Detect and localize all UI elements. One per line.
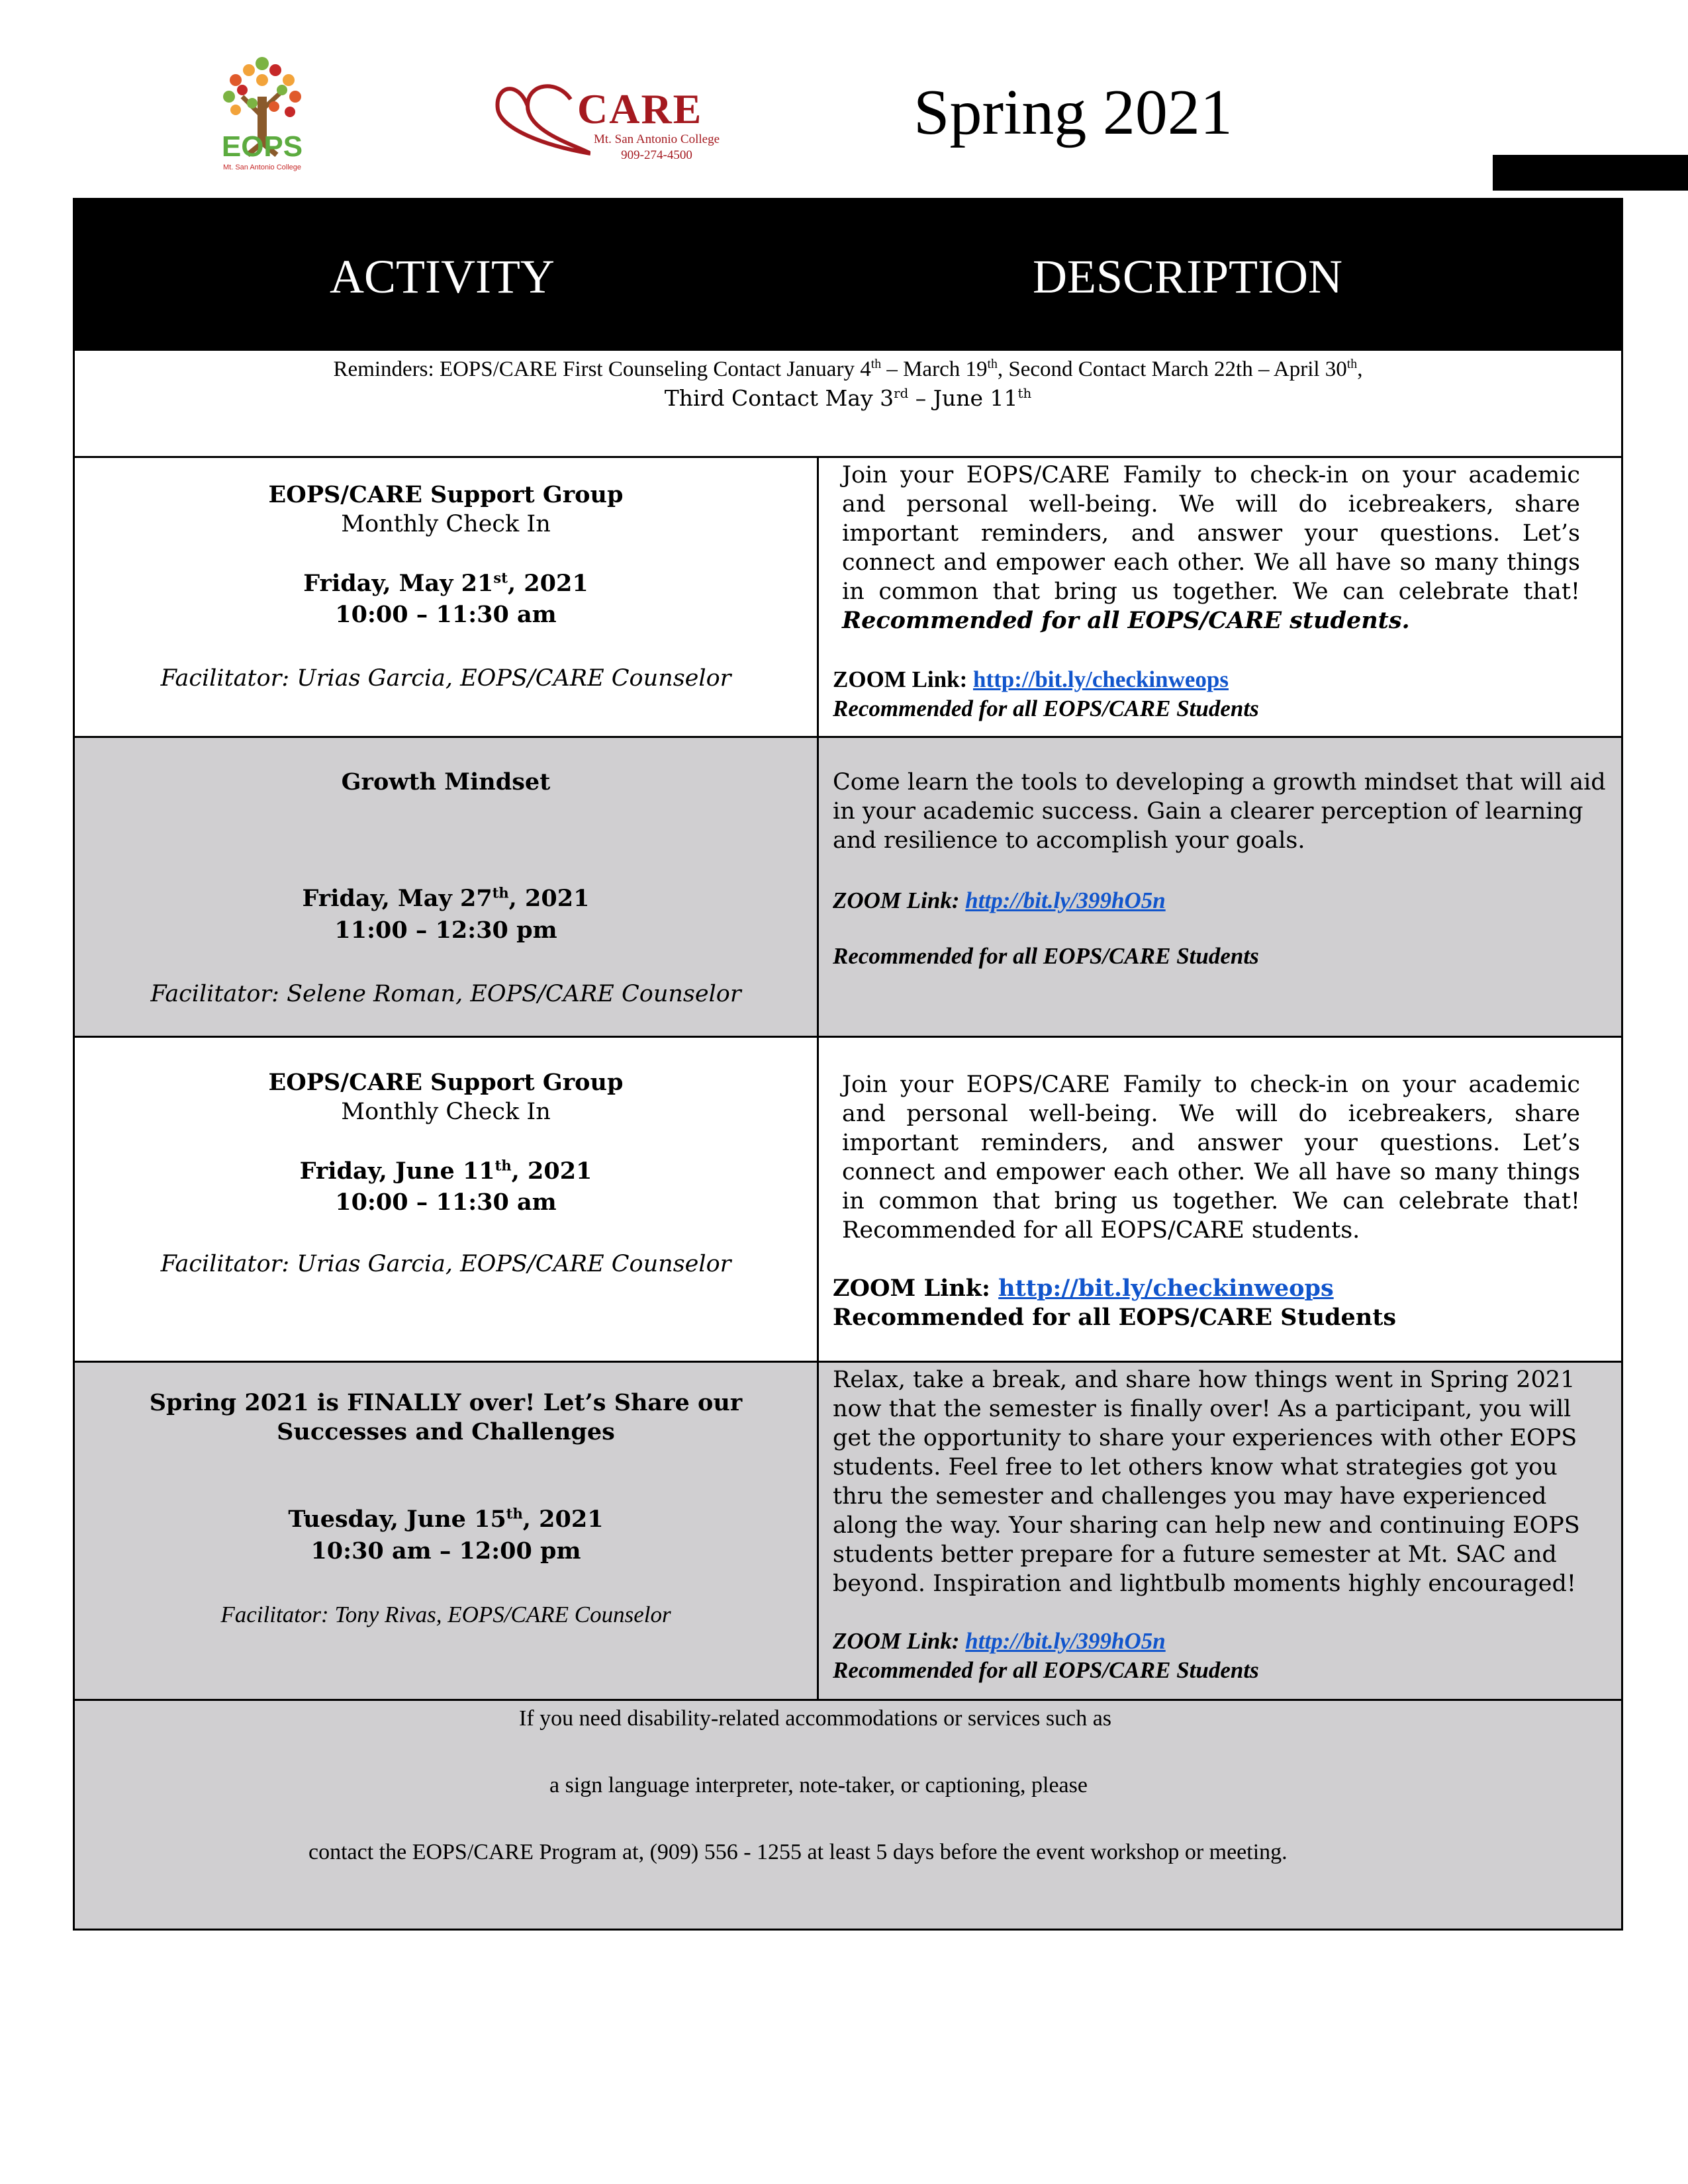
reminders-line-2: Third Contact May 3rd – June 11th <box>664 385 1032 411</box>
activity-date: Friday, May 21st, 2021 <box>303 569 588 597</box>
activity-date: Friday, May 27th, 2021 <box>302 884 590 912</box>
zoom-line: ZOOM Link: http://bit.ly/checkinweops <box>833 666 1229 692</box>
activity-facilitator: Facilitator: Tony Rivas, EOPS/CARE Counselor <box>220 1602 671 1627</box>
activity-time: 10:30 am – 12:00 pm <box>310 1537 581 1565</box>
activity-description: Join your EOPS/CARE Family to check-in on your academic and personal well-being. We will do icebreakers, share important reminders, and answer your questions. Let’s connect and empower each other. We all have so many things in common that bring us together. We can celebrate that! Recommended for all EOPS/CARE students. <box>842 1071 1580 1244</box>
activity-time: 10:00 – 11:30 am <box>335 601 557 628</box>
care-logo-phone: 909-274-4500 <box>621 148 692 162</box>
activity-subtitle: Monthly Check In <box>341 511 551 537</box>
activity-facilitator: Facilitator: Urias Garcia, EOPS/CARE Counselor <box>160 665 731 692</box>
activity-title: EOPS/CARE Support Group <box>268 481 624 508</box>
activity-time: 11:00 – 12:30 pm <box>334 917 557 944</box>
page-title: Spring 2021 <box>914 77 1233 148</box>
recommended-note: Recommended for all EOPS/CARE Students <box>833 1657 1259 1683</box>
recommended-note: Recommended for all EOPS/CARE Students <box>833 696 1259 721</box>
zoom-link[interactable]: http://bit.ly/checkinweops <box>972 666 1229 692</box>
activity-subtitle: Monthly Check In <box>341 1099 551 1125</box>
activity-time: 10:00 – 11:30 am <box>335 1189 557 1216</box>
footer-line-3: contact the EOPS/CARE Program at, (909) 556 - 1255 at least 5 days before the event workshop or meeting. <box>308 1840 1288 1864</box>
zoom-link[interactable]: http://bit.ly/399hO5n <box>965 1628 1166 1654</box>
zoom-line: ZOOM Link: http://bit.ly/399hO5n <box>833 887 1166 913</box>
activity-title-line-2: Successes and Challenges <box>277 1418 615 1445</box>
activity-facilitator: Facilitator: Selene Roman, EOPS/CARE Counselor <box>150 981 741 1007</box>
activity-date: Friday, June 11th, 2021 <box>299 1157 592 1185</box>
activity-title-line-1: Spring 2021 is FINALLY over! Let’s Share our <box>149 1389 743 1416</box>
heart-icon <box>491 79 590 159</box>
description-header: DESCRIPTION <box>1033 250 1343 303</box>
activity-header: ACTIVITY <box>330 250 555 303</box>
activity-description: Join your EOPS/CARE Family to check-in on your academic and personal well-being. We will do icebreakers, share important reminders, and answer your questions. Let’s connect and empower each other. We all have so many things in common that bring us together. We can celebrate that! Recommended for all EOPS/CARE students. <box>842 462 1580 634</box>
activity-title: Growth Mindset <box>341 768 551 796</box>
footer-line-1: If you need disability-related accommodations or services such as <box>519 1706 1112 1731</box>
footer-line-2: a sign language interpreter, note-taker, or captioning, please <box>549 1773 1088 1797</box>
eops-logo <box>196 44 328 183</box>
care-logo-text: CARE <box>577 85 703 132</box>
activity-facilitator: Facilitator: Urias Garcia, EOPS/CARE Counselor <box>160 1251 731 1277</box>
care-logo-subtext: Mt. San Antonio College <box>594 132 720 146</box>
recommended-note: Recommended for all EOPS/CARE Students <box>833 1304 1397 1331</box>
eops-logo-text: EOPS <box>221 130 303 163</box>
eops-logo-subtext: Mt. San Antonio College <box>222 163 302 171</box>
zoom-link[interactable]: http://bit.ly/checkinweops <box>998 1275 1334 1302</box>
activity-title: EOPS/CARE Support Group <box>268 1069 624 1096</box>
activity-description: Relax, take a break, and share how things went in Spring 2021 now that the semester is finally over! As a participant, you will get the opportunity to share your experiences with other EOPS students. Feel free to let others know what strategies got you thru the semester and challenges you may have experienced along the way. Your sharing can help new and continuing EOPS students better prepare for a future semester at Mt. SAC and beyond. Inspiration and lightbulb moments highly encouraged! <box>833 1367 1580 1597</box>
zoom-link[interactable]: http://bit.ly/399hO5n <box>965 887 1166 913</box>
activity-date: Tuesday, June 15th, 2021 <box>288 1505 604 1533</box>
zoom-line: ZOOM Link: http://bit.ly/399hO5n <box>833 1628 1166 1654</box>
care-logo <box>491 79 729 172</box>
zoom-line: ZOOM Link: http://bit.ly/checkinweops <box>833 1275 1334 1302</box>
reminders-line-1: Reminders: EOPS/CARE First Counseling Contact January 4th – March 19th, Second Contact March 22th – April 30th, <box>333 357 1363 381</box>
activity-description: Come learn the tools to developing a growth mindset that will aid in your academic success. Gain a clearer perception of learning and resilience to accomplish your goals. <box>833 769 1606 854</box>
recommended-note: Recommended for all EOPS/CARE Students <box>833 943 1259 969</box>
corner-bar <box>1493 155 1688 191</box>
